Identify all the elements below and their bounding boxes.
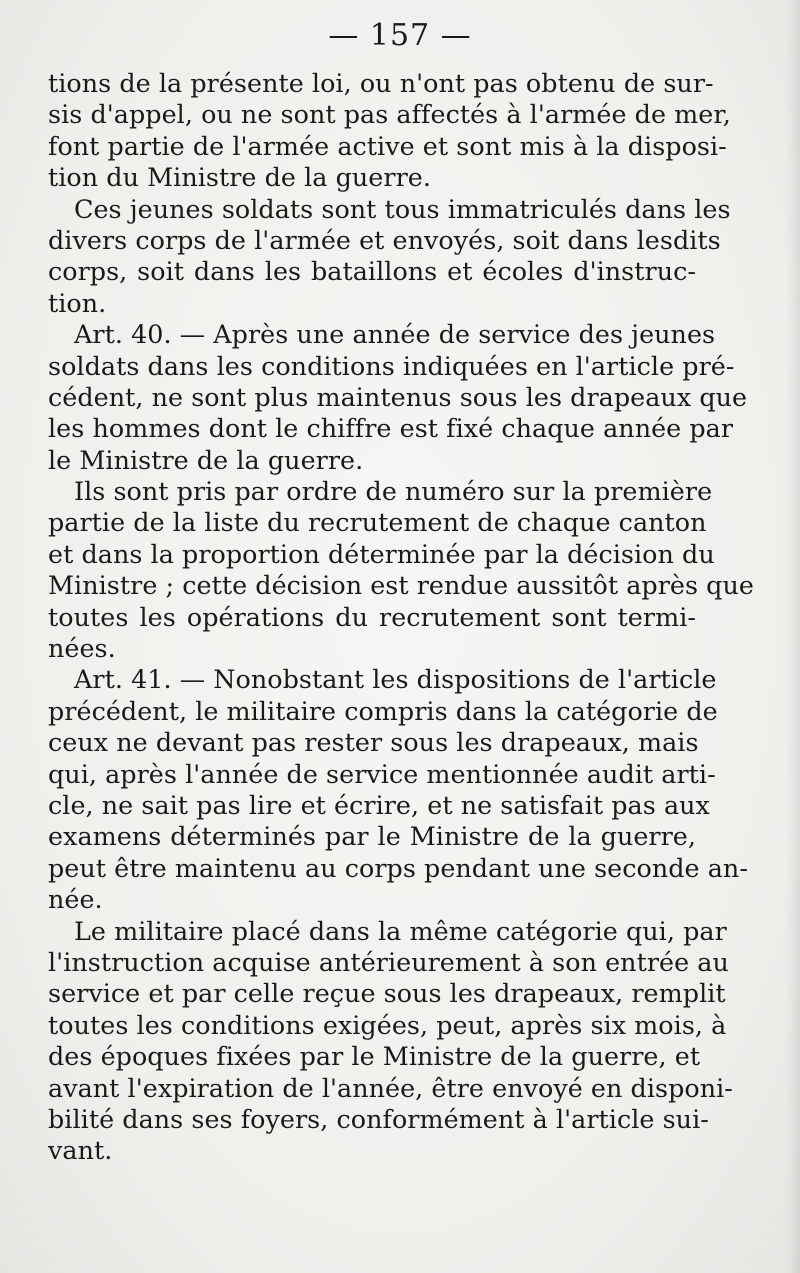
text-line: partie de la liste du recrutement de chaque canton xyxy=(48,507,707,538)
text-line: sis d'appel, ou ne sont pas affectés à l'armée de mer, xyxy=(48,99,731,130)
text-line: précédent, le militaire compris dans la catégorie de xyxy=(48,695,718,726)
text-line: Le militaire placé dans la même catégorie qui, par xyxy=(74,915,727,946)
text-line: avant l'expiration de l'année, être envoyé en disponi- xyxy=(48,1072,733,1103)
text-line: les hommes dont le chiffre est fixé chaque année par xyxy=(48,413,734,444)
body-text xyxy=(48,68,754,1167)
article-40-line: Art. 40. — Après une année de service des jeunes xyxy=(74,319,716,350)
text-line: des époques fixées par le Ministre de la guerre, et xyxy=(48,1041,701,1072)
text-line: peut être maintenu au corps pendant une seconde an- xyxy=(48,852,748,883)
text-line: bilité dans ses foyers, conformément à l'article sui- xyxy=(48,1103,709,1134)
text-line: toutes les opérations du recrutement sont termi- xyxy=(48,601,696,632)
text-line: tions de la présente loi, ou n'ont pas obtenu de sur- xyxy=(48,68,714,98)
text-line: font partie de l'armée active et sont mis à la disposi- xyxy=(48,130,727,161)
text-line: vant. xyxy=(48,1135,113,1166)
text-line: née. xyxy=(48,884,103,915)
text-line: Ces jeunes soldats sont tous immatriculés dans les xyxy=(74,193,731,224)
text-line: examens déterminés par le Ministre de la guerre, xyxy=(48,821,696,852)
text-line: Ministre ; cette décision est rendue aussitôt après que xyxy=(48,570,754,601)
page-number: — 157 — xyxy=(328,18,472,53)
text-line: service et par celle reçue sous les drapeaux, remplit xyxy=(48,978,726,1009)
text-line: l'instruction acquise antérieurement à son entrée au xyxy=(48,946,729,977)
text-line: nées. xyxy=(48,633,116,664)
text-line: soldats dans les conditions indiquées en l'article pré- xyxy=(48,350,735,381)
text-line: ceux ne devant pas rester sous les drapeaux, mais xyxy=(48,727,699,758)
text-line: qui, après l'année de service mentionnée audit arti- xyxy=(48,758,716,789)
text-line: cédent, ne sont plus maintenus sous les drapeaux que xyxy=(48,381,748,412)
text-line: tion. xyxy=(48,287,107,318)
text-line: et dans la proportion déterminée par la décision du xyxy=(48,538,715,569)
text-line: le Ministre de la guerre. xyxy=(48,444,364,475)
article-41-line: Art. 41. — Nonobstant les dispositions de l'article xyxy=(74,664,717,695)
text-line: Ils sont pris par ordre de numéro sur la première xyxy=(74,476,713,507)
text-line: tion du Ministre de la guerre. xyxy=(48,162,431,193)
text-line: corps, soit dans les bataillons et écoles d'instruc- xyxy=(48,256,696,287)
text-line: toutes les conditions exigées, peut, après six mois, à xyxy=(48,1009,727,1040)
text-line: divers corps de l'armée et envoyés, soit dans lesdits xyxy=(48,224,721,255)
text-line: cle, ne sait pas lire et écrire, et ne satisfait pas aux xyxy=(48,789,710,820)
page-edge-shadow xyxy=(786,0,800,1273)
